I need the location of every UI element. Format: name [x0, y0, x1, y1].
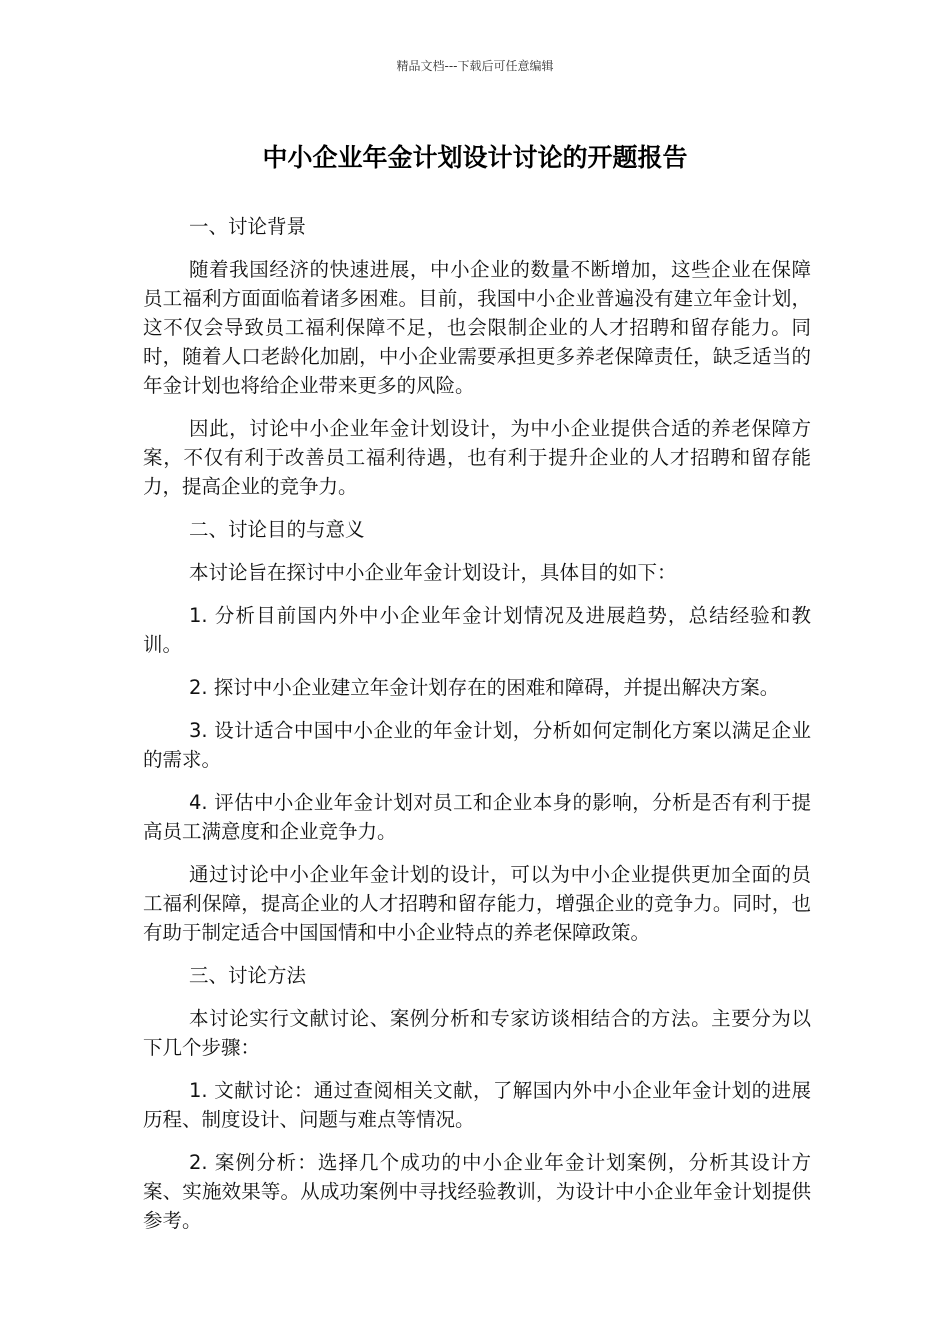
- page-header: 精品文档---下载后可任意编辑: [396, 59, 554, 73]
- list-item-purpose-3: 3. 设计适合中国中小企业的年金计划，分析如何定制化方案以满足企业的需求。: [143, 719, 811, 771]
- section-heading-background: 一、讨论背景: [189, 215, 307, 238]
- list-item-purpose-2: 2. 探讨中小企业建立年金计划存在的困难和障碍，并提出解决方案。: [189, 676, 780, 699]
- paragraph-therefore: 因此，讨论中小企业年金计划设计，为中小企业提供合适的养老保障方案，不仅有利于改善员工福利待遇，也有利于提升企业的人才招聘和留存能力，提高企业的竞争力。: [143, 417, 811, 498]
- list-item-method-1: 1. 文献讨论：通过查阅相关文献，了解国内外中小企业年金计划的进展历程、制度设计、问题与难点等情况。: [143, 1079, 811, 1131]
- list-item-purpose-1: 1. 分析目前国内外中小企业年金计划情况及进展趋势，总结经验和教训。: [143, 604, 811, 656]
- list-item-purpose-4: 4. 评估中小企业年金计划对员工和企业本身的影响，分析是否有利于提高员工满意度和企业竞争力。: [143, 791, 811, 843]
- section-heading-method: 三、讨论方法: [189, 964, 307, 987]
- paragraph-significance: 通过讨论中小企业年金计划的设计，可以为中小企业提供更加全面的员工福利保障，提高企业的人才招聘和留存能力，增强企业的竞争力。同时，也有助于制定适合中国国情和中小企业特点的养老保障政策。: [143, 863, 811, 944]
- paragraph-method-intro: 本讨论实行文献讨论、案例分析和专家访谈相结合的方法。主要分为以下几个步骤：: [143, 1007, 811, 1059]
- document-title: 中小企业年金计划设计讨论的开题报告: [262, 143, 688, 172]
- list-item-method-2: 2. 案例分析：选择几个成功的中小企业年金计划案例，分析其设计方案、实施效果等。从成功案例中寻找经验教训，为设计中小企业年金计划提供参考。: [143, 1151, 811, 1232]
- paragraph-background: 随着我国经济的快速进展，中小企业的数量不断增加，这些企业在保障员工福利方面面临着诸多困难。目前，我国中小企业普遍没有建立年金计划，这不仅会导致员工福利保障不足，也会限制企业的人才招聘和留存能力。同时，随着人口老龄化加剧，中小企业需要承担更多养老保障责任，缺乏适当的年金计划也将给企业带来更多的风险。: [143, 258, 811, 397]
- section-heading-purpose: 二、讨论目的与意义: [189, 518, 365, 541]
- paragraph-purpose-intro: 本讨论旨在探讨中小企业年金计划设计，具体目的如下：: [189, 561, 677, 584]
- document-body: [143, 212, 811, 1249]
